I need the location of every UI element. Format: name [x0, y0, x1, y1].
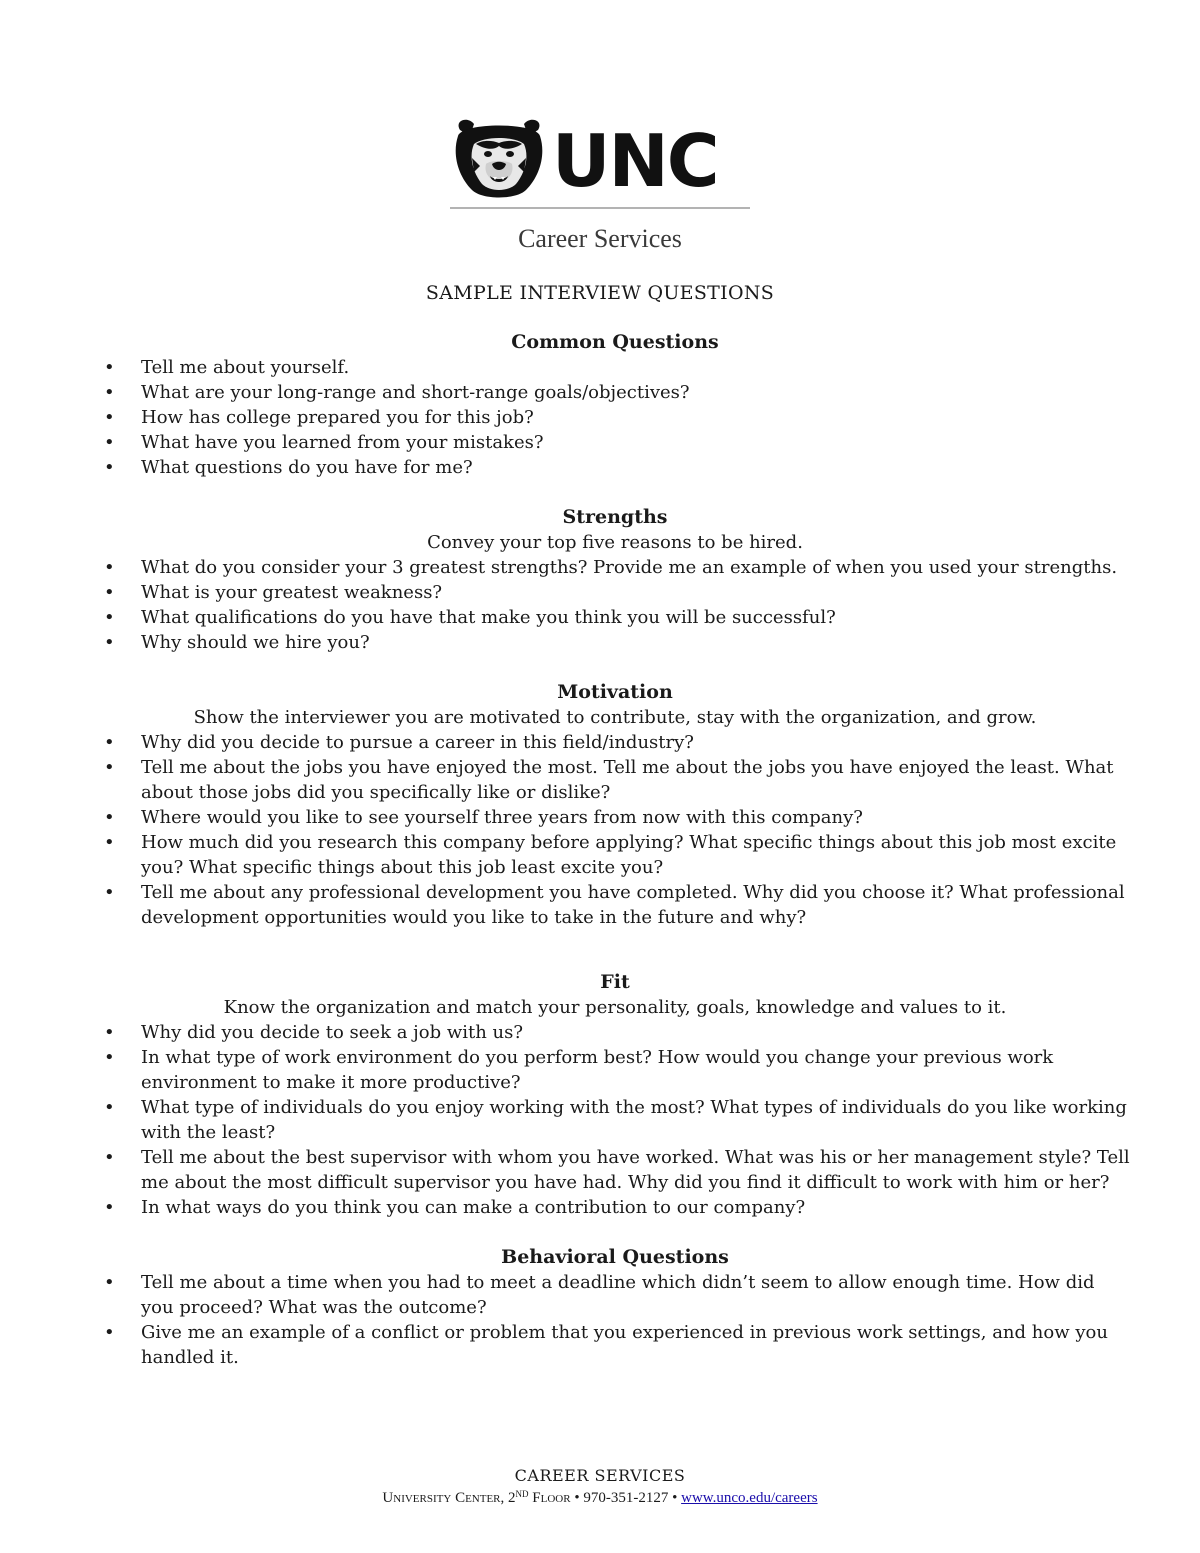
- list-item: • In what type of work environment do you perform best? How would you change your previous work environment to make it more productive?: [100, 1045, 1130, 1095]
- footer-contact-line: UNIVERSITY CENTER, 2ND FLOOR • 970-351-2127 • www.unco.edu/careers: [382, 1489, 818, 1506]
- list-item: • How much did you research this company before applying? What specific things about this job most excite you? What specific things about this job least excite you?: [100, 830, 1130, 880]
- question-list: [100, 730, 1130, 930]
- footer-location-text: NIVERSITY: [393, 1493, 452, 1505]
- list-item: • Tell me about yourself.: [100, 355, 1130, 380]
- question-list: [100, 1270, 1130, 1370]
- footer-location-text: F: [532, 1490, 541, 1506]
- list-item: • What is your greatest weakness?: [100, 580, 1130, 605]
- section-common-questions: [100, 330, 1130, 480]
- section-subtitle: Convey your top five reasons to be hired.: [427, 532, 803, 553]
- questions-content: [100, 330, 1130, 1370]
- logo-divider: [450, 207, 750, 209]
- section-heading: Fit: [600, 971, 630, 993]
- list-item: • Why did you decide to seek a job with us?: [100, 1020, 1130, 1045]
- list-item: • Where would you like to see yourself three years from now with this company?: [100, 805, 1130, 830]
- department-name: Career Services: [518, 224, 682, 253]
- footer-phone: 970-351-2127: [583, 1490, 669, 1506]
- question-list: [100, 555, 1130, 655]
- unc-logo-text: UNC: [552, 119, 718, 203]
- list-item: • Tell me about the jobs you have enjoyed the most. Tell me about the jobs you have enjoyed the least. What about those jobs did you specifically like or dislike?: [100, 755, 1130, 805]
- section-heading: Behavioral Questions: [501, 1246, 729, 1268]
- section-fit: [100, 970, 1130, 1220]
- list-item: • What qualifications do you have that make you think you will be successful?: [100, 605, 1130, 630]
- list-item: • Tell me about a time when you had to meet a deadline which didn’t seem to allow enough time. How did you proceed? What was the outcome?: [100, 1270, 1130, 1320]
- list-item: • Why should we hire you?: [100, 630, 1130, 655]
- section-subtitle: Show the interviewer you are motivated to contribute, stay with the organization, and grow.: [193, 707, 1037, 728]
- list-item: • Give me an example of a conflict or problem that you experienced in previous work settings, and how you handled it.: [100, 1320, 1130, 1370]
- section-strengths: [100, 505, 1130, 655]
- bear-head-icon: [456, 120, 543, 198]
- footer-location-text: ENTER: [465, 1493, 501, 1505]
- unc-logo: [450, 114, 750, 210]
- section-heading: Common Questions: [511, 331, 719, 353]
- footer-title: CAREER SERVICES: [514, 1466, 686, 1485]
- list-item: • What have you learned from your mistakes?: [100, 430, 1130, 455]
- section-heading: Strengths: [562, 506, 668, 528]
- list-item: • Why did you decide to pursue a career in this field/industry?: [100, 730, 1130, 755]
- section-heading: Motivation: [557, 681, 673, 703]
- footer-separator: •: [574, 1490, 580, 1506]
- section-behavioral-questions: [100, 1245, 1130, 1370]
- list-item: • In what ways do you think you can make a contribution to our company?: [100, 1195, 1130, 1220]
- careers-website-link[interactable]: www.unco.edu/careers: [681, 1490, 818, 1506]
- question-list: [100, 355, 1130, 480]
- footer-location-text: U: [382, 1490, 394, 1506]
- footer-location-text: C: [455, 1490, 466, 1506]
- list-item: • What questions do you have for me?: [100, 455, 1130, 480]
- section-motivation: [100, 680, 1130, 930]
- list-item: • What are your long-range and short-range goals/objectives?: [100, 380, 1130, 405]
- list-item: • How has college prepared you for this job?: [100, 405, 1130, 430]
- page-title: SAMPLE INTERVIEW QUESTIONS: [425, 282, 775, 304]
- footer-separator: •: [672, 1490, 678, 1506]
- footer-floor-number: 2: [508, 1490, 516, 1506]
- question-list: [100, 1020, 1130, 1220]
- section-subtitle: Know the organization and match your personality, goals, knowledge and values to it.: [223, 997, 1007, 1018]
- list-item: • Tell me about the best supervisor with whom you have worked. What was his or her management style? Tell me about the most difficult supervisor you have had. Why did you find it difficult to work with him or her?: [100, 1145, 1130, 1195]
- list-item: • What type of individuals do you enjoy working with the most? What types of individuals do you like working with the least?: [100, 1095, 1130, 1145]
- list-item: • Tell me about any professional development you have completed. Why did you choose it? What professional development opportunities would you like to take in the future and why?: [100, 880, 1130, 930]
- footer-location-text: LOOR: [540, 1493, 571, 1505]
- list-item: • What do you consider your 3 greatest strengths? Provide me an example of when you used your strengths.: [100, 555, 1130, 580]
- footer-floor-suffix: ND: [515, 1489, 529, 1499]
